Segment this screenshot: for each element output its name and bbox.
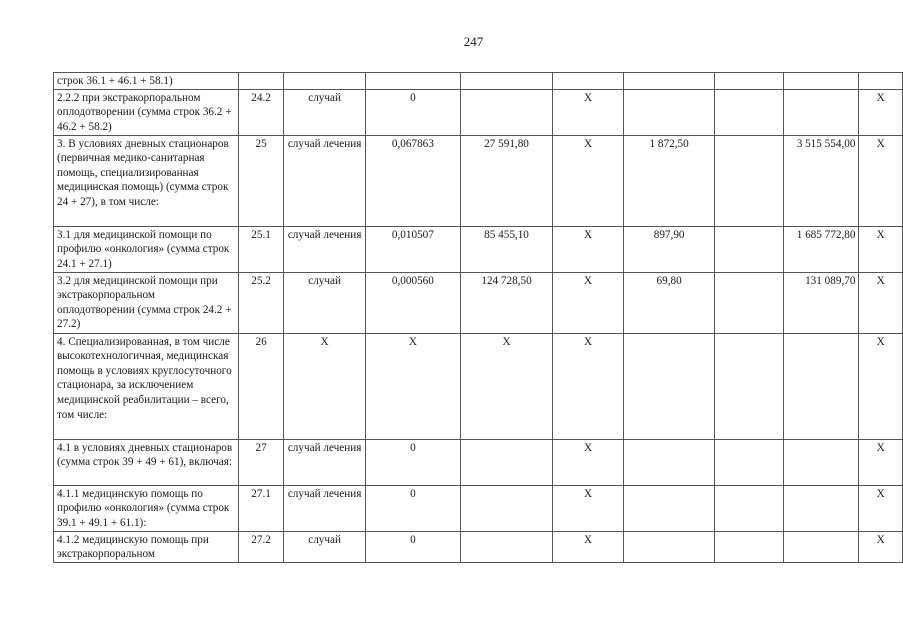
cell-name: 2.2.2 при экстракорпоральном оплодотворении (сумма строк 36.2 + 46.2 + 58.2) [54, 89, 239, 135]
cell-norm: Х [365, 333, 460, 439]
cell-norm [365, 73, 460, 90]
cell-cost [460, 531, 552, 562]
cell-norm: 0 [365, 531, 460, 562]
cell-col6: Х [553, 531, 624, 562]
cell-name: строк 36.1 + 46.1 + 58.1) [54, 73, 239, 90]
cell-col8 [715, 73, 784, 90]
cell-unit: случай лечения [284, 226, 365, 272]
table-row [54, 333, 903, 439]
cell-norm: 0,010507 [365, 226, 460, 272]
cell-col9: 3 515 554,00 [784, 135, 859, 226]
cell-col8 [715, 89, 784, 135]
cell-col10: Х [859, 333, 903, 439]
cell-col7 [624, 531, 715, 562]
cell-name: 4. Специализированная, в том числе высокотехнологичная, медицинская помощь в условиях круглосуточного стационара, за исключением медицинской реабилитации – всего, том числе: [54, 333, 239, 439]
cell-line-number: 25.2 [238, 272, 284, 333]
cell-col10: Х [859, 89, 903, 135]
cell-col8 [715, 135, 784, 226]
cell-norm: 0 [365, 485, 460, 531]
cell-col9 [784, 531, 859, 562]
table-body [54, 73, 903, 563]
cell-col7: 69,80 [624, 272, 715, 333]
cell-unit: Х [284, 333, 365, 439]
cell-col10: Х [859, 485, 903, 531]
cell-cost: 124 728,50 [460, 272, 552, 333]
table-row [54, 531, 903, 562]
cell-line-number: 24.2 [238, 89, 284, 135]
cell-col8 [715, 439, 784, 485]
cell-col7: 897,90 [624, 226, 715, 272]
cell-col6: Х [553, 226, 624, 272]
cell-col10: Х [859, 272, 903, 333]
cell-col6: Х [553, 272, 624, 333]
cell-col6: Х [553, 89, 624, 135]
cell-cost [460, 73, 552, 90]
cell-col9 [784, 73, 859, 90]
cell-norm: 0,067863 [365, 135, 460, 226]
cell-name: 4.1.2 медицинскую помощь при экстракорпоральном [54, 531, 239, 562]
cell-col7 [624, 73, 715, 90]
cell-name: 3.1 для медицинской помощи по профилю «онкология» (сумма строк 24.1 + 27.1) [54, 226, 239, 272]
cell-col10 [859, 73, 903, 90]
table-row [54, 272, 903, 333]
cell-col9 [784, 333, 859, 439]
cell-unit: случай [284, 272, 365, 333]
cell-cost: 85 455,10 [460, 226, 552, 272]
cell-norm: 0 [365, 89, 460, 135]
cell-unit: случай лечения [284, 485, 365, 531]
cell-col8 [715, 226, 784, 272]
cell-unit: случай лечения [284, 135, 365, 226]
cell-line-number: 26 [238, 333, 284, 439]
cell-unit: случай [284, 89, 365, 135]
cell-norm: 0,000560 [365, 272, 460, 333]
cell-col7 [624, 485, 715, 531]
cell-col7: 1 872,50 [624, 135, 715, 226]
table-row [54, 226, 903, 272]
cell-norm: 0 [365, 439, 460, 485]
cell-col6: Х [553, 135, 624, 226]
cell-col7 [624, 439, 715, 485]
cell-col7 [624, 333, 715, 439]
cell-name: 3.2 для медицинской помощи при экстракорпоральном оплодотворении (сумма строк 24.2 + 27.2) [54, 272, 239, 333]
cell-cost [460, 89, 552, 135]
cell-line-number: 25 [238, 135, 284, 226]
cell-col6: Х [553, 333, 624, 439]
cell-col8 [715, 272, 784, 333]
cell-line-number: 27.2 [238, 531, 284, 562]
cell-cost [460, 439, 552, 485]
cell-col8 [715, 333, 784, 439]
cell-cost: Х [460, 333, 552, 439]
cell-col10: Х [859, 226, 903, 272]
cell-cost: 27 591,80 [460, 135, 552, 226]
cell-col7 [624, 89, 715, 135]
cell-col9 [784, 439, 859, 485]
cell-cost [460, 485, 552, 531]
cell-col8 [715, 531, 784, 562]
cell-unit: случай лечения [284, 439, 365, 485]
cell-col9 [784, 485, 859, 531]
cell-line-number: 25.1 [238, 226, 284, 272]
table-row [54, 485, 903, 531]
cell-col9: 131 089,70 [784, 272, 859, 333]
cell-col8 [715, 485, 784, 531]
cell-col6 [553, 73, 624, 90]
cell-unit: случай [284, 531, 365, 562]
cell-col10: Х [859, 439, 903, 485]
cell-name: 4.1.1 медицинскую помощь по профилю «онкология» (сумма строк 39.1 + 49.1 + 61.1): [54, 485, 239, 531]
cell-line-number [238, 73, 284, 90]
cell-col9 [784, 89, 859, 135]
table-row [54, 439, 903, 485]
data-table [53, 72, 903, 563]
cell-col6: Х [553, 485, 624, 531]
cell-name: 3. В условиях дневных стационаров (первичная медико-санитарная помощь, специализированная медицинская помощь) (сумма строк 24 + 27), в том числе: [54, 135, 239, 226]
cell-col6: Х [553, 439, 624, 485]
cell-col10: Х [859, 135, 903, 226]
table-row [54, 135, 903, 226]
cell-col10: Х [859, 531, 903, 562]
cell-line-number: 27 [238, 439, 284, 485]
table-row [54, 73, 903, 90]
cell-line-number: 27.1 [238, 485, 284, 531]
page-number: 247 [463, 34, 484, 49]
cell-unit [284, 73, 365, 90]
cell-name: 4.1 в условиях дневных стационаров (сумма строк 39 + 49 + 61), включая: [54, 439, 239, 485]
table-row [54, 89, 903, 135]
cell-col9: 1 685 772,80 [784, 226, 859, 272]
